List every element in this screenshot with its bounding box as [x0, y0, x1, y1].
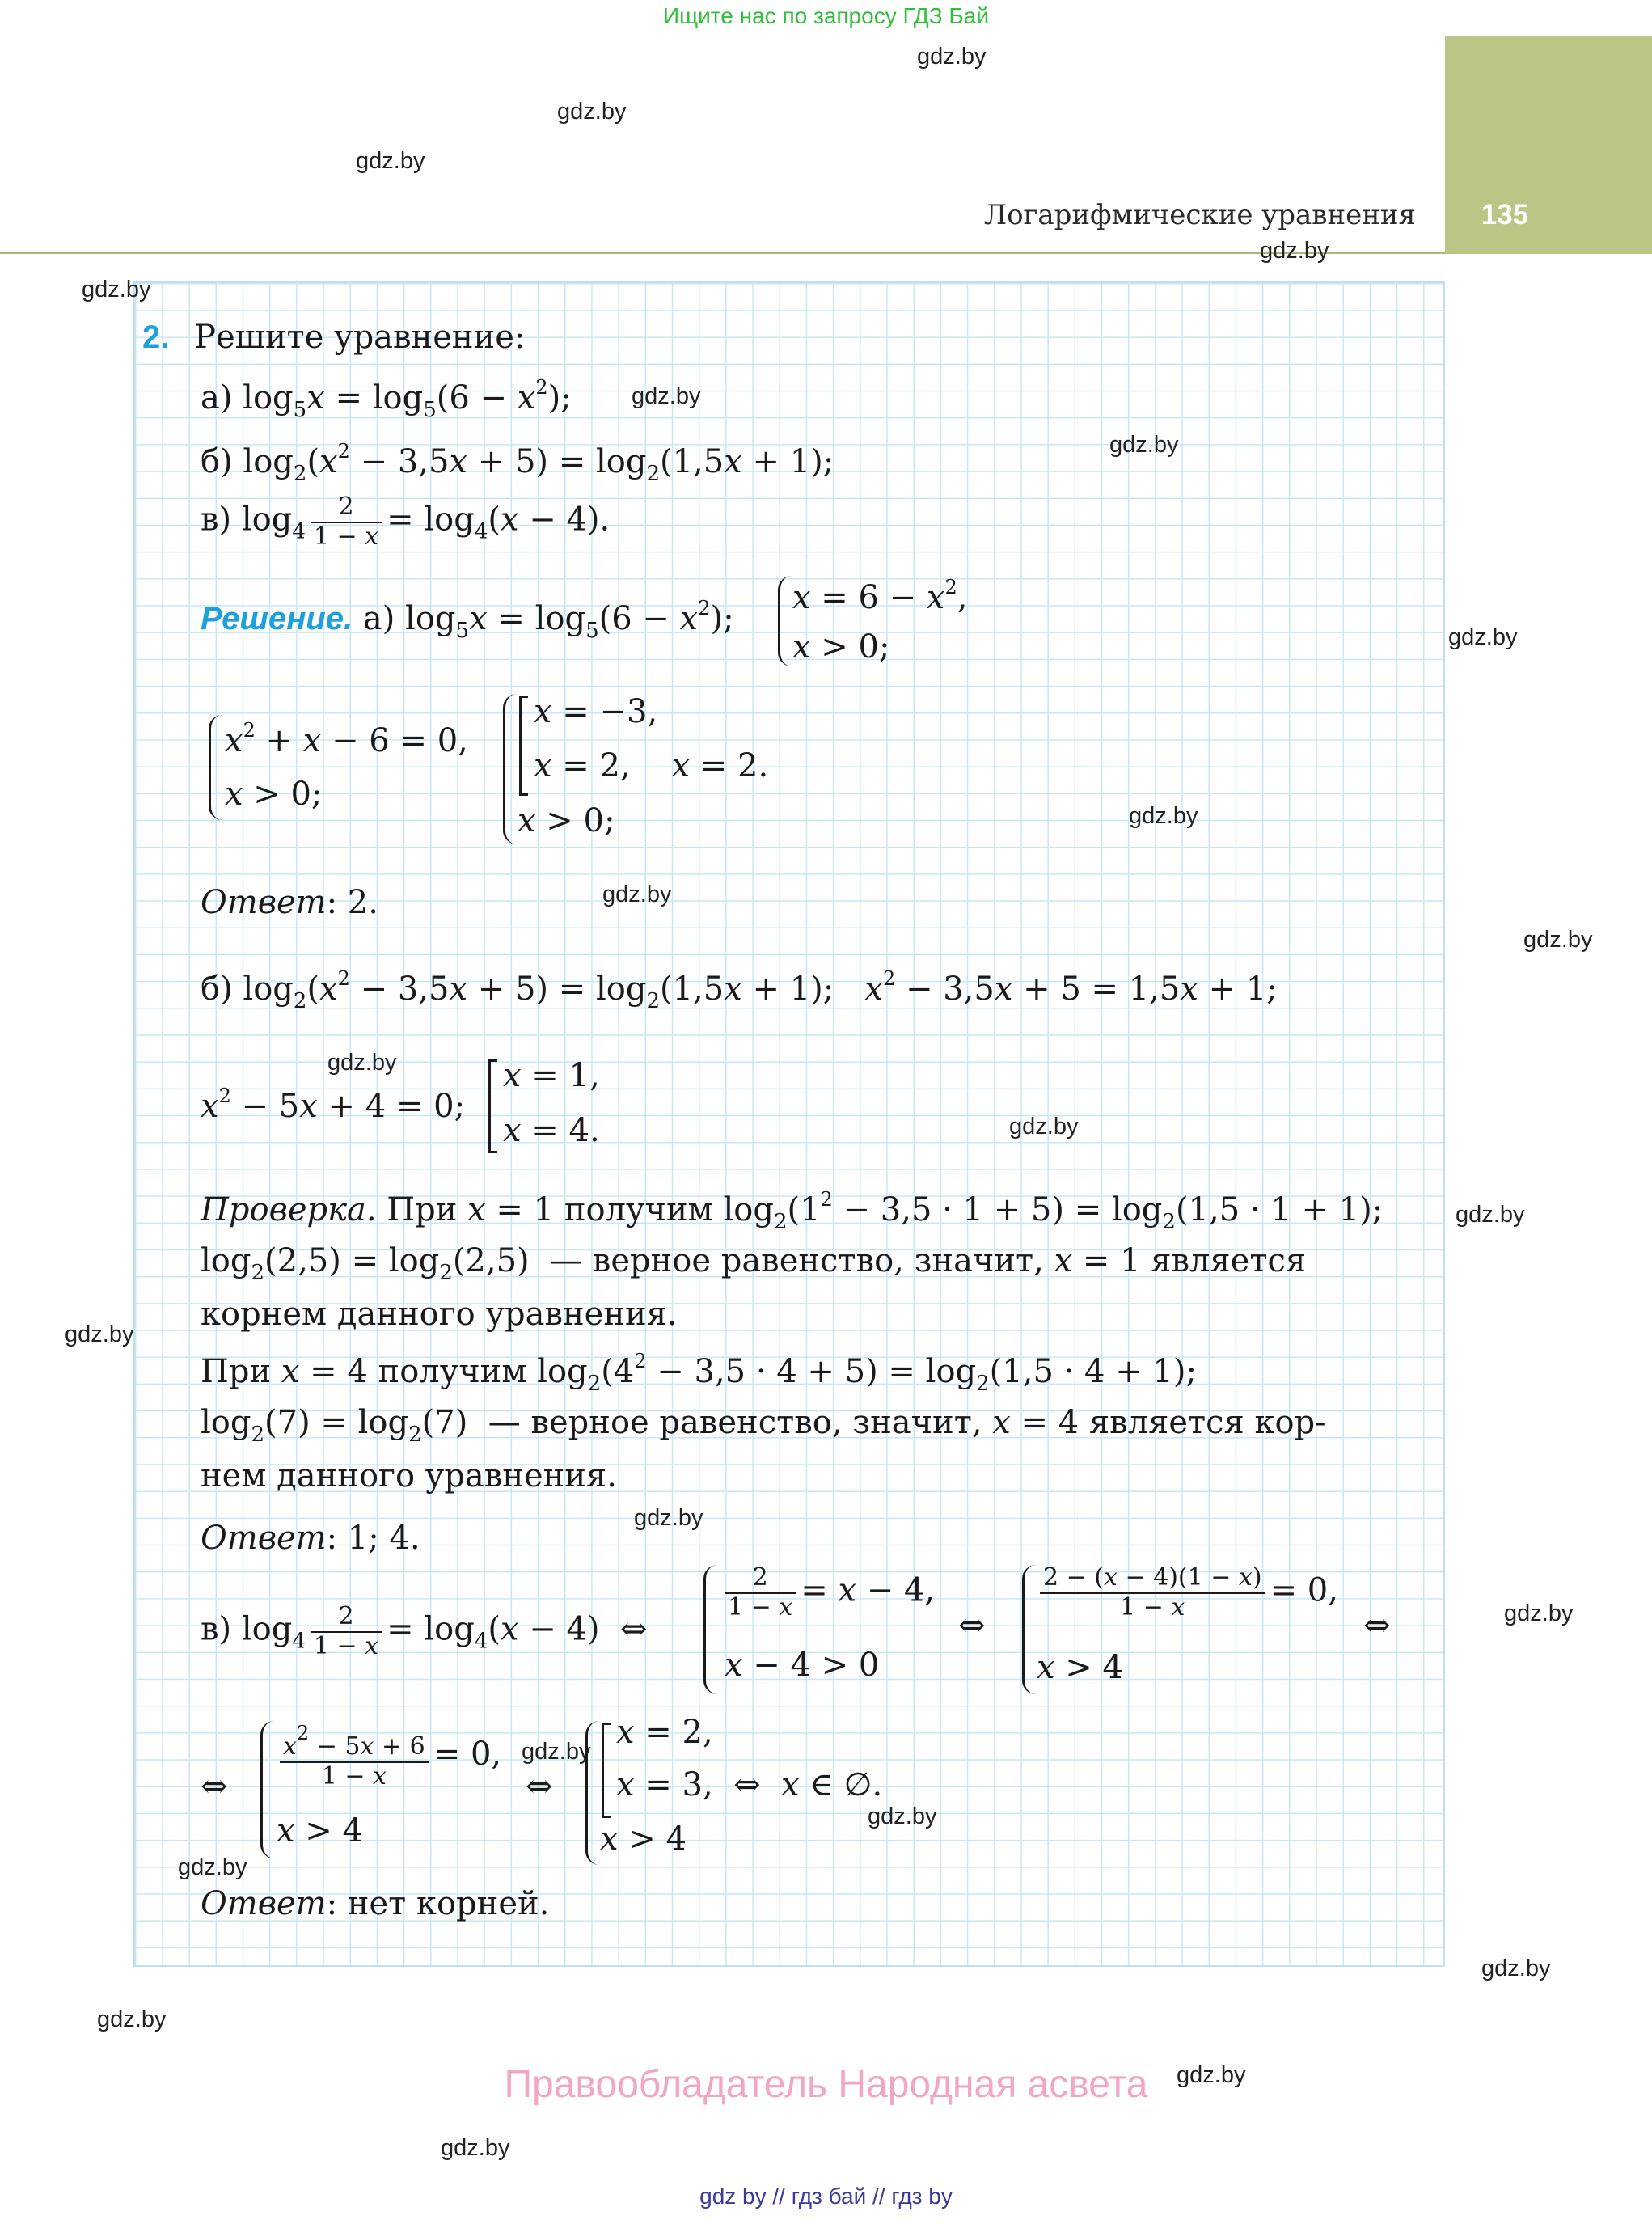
solution-label: Решение. [201, 601, 353, 636]
system-brace [585, 1721, 599, 1865]
problem-prompt: Решите уравнение: [194, 319, 526, 356]
set-bracket [519, 696, 528, 796]
system-c3-line1: $\frac{x^2 - 5x + 6}{1 - x}$ = 0, [275, 1723, 501, 1791]
system-a2-line2: x > 0; [225, 776, 323, 813]
watermark: gdz.by [1260, 238, 1329, 264]
check-line4: При x = 4 получим $\log_2(4^2 - 3,5 \cdot 4 + 5) = \log_2(1,5 \cdot 4 + 1)$; [201, 1350, 1197, 1396]
check-label: Проверка. [201, 1191, 377, 1228]
watermark: gdz.by [1456, 1202, 1525, 1228]
watermark: gdz.by [327, 1050, 397, 1076]
answer-a [201, 885, 378, 920]
system-a3-line2: x = 2, x = 2. [534, 747, 769, 784]
label-b: б) [201, 970, 233, 1008]
problem-statement [142, 319, 525, 355]
system-brace [1022, 1565, 1036, 1694]
answer-a-value: : 2. [326, 884, 378, 921]
equiv-sign: ⇔ [526, 1768, 553, 1805]
watermark: gdz.by [634, 1505, 703, 1531]
system-brace [260, 1721, 274, 1858]
check-line1: Проверка. При x = 1 получим $\log_2(1^2 - 3,5 \cdot 1 + 5) = \log_2(1,5 \cdot 1 + 1)$; [201, 1188, 1384, 1234]
system-brace [703, 1565, 717, 1694]
system-c4-line3: x > 4 [600, 1820, 687, 1858]
system-c1-line2: x − 4 > 0 [725, 1647, 880, 1684]
equiv-sign: ⇔ [201, 1768, 228, 1805]
check-text: является кор- [1088, 1404, 1326, 1441]
set-bracket [488, 1059, 497, 1153]
label-a: а) [362, 600, 395, 637]
top-banner[interactable]: Ищите нас по запросу ГДЗ Бай [662, 3, 990, 28]
check-text: верное равенство, значит, [592, 1242, 1044, 1279]
system-c2-line1: $\frac{2 - (x - 4)(1 - x)}{1 - x}$ = 0, [1035, 1564, 1338, 1621]
system-c4-line1: x = 2, [616, 1714, 713, 1751]
running-head: Логарифмические уравнения [983, 199, 1416, 231]
label-b: б) [201, 443, 233, 480]
header-rule [0, 252, 1445, 254]
equiv-sign: ⇔ [1363, 1607, 1391, 1644]
system-brace [778, 576, 792, 666]
check-text: является [1151, 1242, 1307, 1279]
solution-b-line1: б) $\log_2(x^2 - 3,5x + 5) = \log_2(1,5x + 1)$; $x^2 - 3,5x + 5 = 1,5x + 1$; [201, 967, 1278, 1013]
equation-b: б) $\log_2(x^2 - 3,5x + 5) = \log_2(1,5x + 1)$; [201, 440, 834, 486]
system-brace [209, 715, 222, 820]
equation-a: а) $\log_5x = \log_5(6 - x^2)$; [201, 376, 572, 422]
copyright-holder: Правообладатель Народная асвета [504, 2063, 1148, 2106]
check-line6: нем данного уравнения. [201, 1457, 617, 1495]
solution-a-start: Решение. а) $\log_5x = \log_5(6 - x^2)$; [201, 597, 734, 643]
watermark: gdz.by [602, 882, 672, 907]
system-c4-line2: x = 3, ⇔ x ∈ ∅. [616, 1766, 883, 1803]
watermark: gdz.by [632, 383, 701, 409]
watermark: gdz.by [441, 2135, 510, 2161]
answer-c-value: : нет корней. [326, 1885, 550, 1922]
check-line3: корнем данного уравнения. [201, 1296, 678, 1333]
watermark: gdz.by [1009, 1114, 1079, 1139]
label-c: в) [201, 501, 232, 539]
watermark: gdz.by [557, 99, 627, 125]
system-c3-line2: x > 4 [277, 1812, 363, 1850]
watermark: gdz.by [1177, 2062, 1246, 2088]
watermark: gdz.by [1504, 1600, 1574, 1626]
check-text: — верное равенство, значит, [488, 1404, 982, 1441]
answer-label: Ответ [201, 1885, 327, 1922]
label-a: а) [201, 379, 233, 416]
system-c1-line1: $\frac{2}{1 - x}$ = x − 4, [720, 1564, 935, 1621]
answer-b [201, 1520, 420, 1556]
footer-links[interactable]: gdz by // гдз бай // гдз by [699, 2184, 953, 2209]
equiv-sign: ⇔ [958, 1607, 986, 1644]
system-a1-line2: x > 0; [792, 628, 890, 666]
equation-c: в) $\log_4$ $\frac{2}{1 - x}$ = $\log_4(x - 4)$. [201, 493, 611, 551]
system-c2-line2: x > 4 [1037, 1649, 1123, 1686]
solution-c-line1: в) $\log_4$ $\frac{2}{1 - x}$ = $\log_4(x - 4)$ ⇔ [201, 1602, 648, 1660]
watermark: gdz.by [1109, 432, 1179, 458]
system-brace [503, 694, 517, 844]
system-a2-line1: $x^2 + x - 6 = 0$, [225, 719, 468, 759]
answer-c [201, 1886, 549, 1922]
roots-b-line2: x = 4. [503, 1112, 600, 1149]
watermark: gdz.by [1129, 803, 1198, 829]
watermark: gdz.by [65, 1321, 134, 1347]
solution-b-line2: $x^2 - 5x + 4 = 0$; [201, 1085, 466, 1125]
watermark: gdz.by [356, 148, 425, 174]
answer-b-value: : 1; 4. [326, 1520, 420, 1557]
system-a3-line1: x = −3, [534, 693, 658, 730]
watermark: gdz.by [97, 2006, 167, 2032]
watermark: gdz.by [1481, 1956, 1551, 1981]
watermark: gdz.by [868, 1803, 937, 1829]
system-a1-line1: $x = 6 - x^2$, [792, 576, 968, 616]
answer-label: Ответ [201, 1520, 327, 1557]
watermark: gdz.by [1523, 927, 1593, 953]
label-c: в) [201, 1610, 232, 1648]
check-line2: $\log_2(2,5) = \log_2(2,5)$ — верное равенство, значит, x = 1 является [201, 1242, 1307, 1285]
check-line5: $\log_2(7) = \log_2(7)$ — верное равенство, значит, x = 4 является кор- [201, 1404, 1326, 1447]
system-a3-line3: x > 0; [518, 802, 615, 839]
watermark: gdz.by [917, 44, 987, 70]
watermark: gdz.by [522, 1739, 591, 1765]
roots-b-line1: x = 1, [503, 1057, 600, 1094]
watermark: gdz.by [178, 1854, 247, 1880]
answer-label: Ответ [201, 884, 327, 921]
problem-number: 2. [142, 319, 170, 355]
watermark: gdz.by [1448, 624, 1518, 650]
set-bracket [602, 1723, 611, 1818]
watermark: gdz.by [82, 277, 151, 302]
page-number: 135 [1481, 199, 1529, 230]
